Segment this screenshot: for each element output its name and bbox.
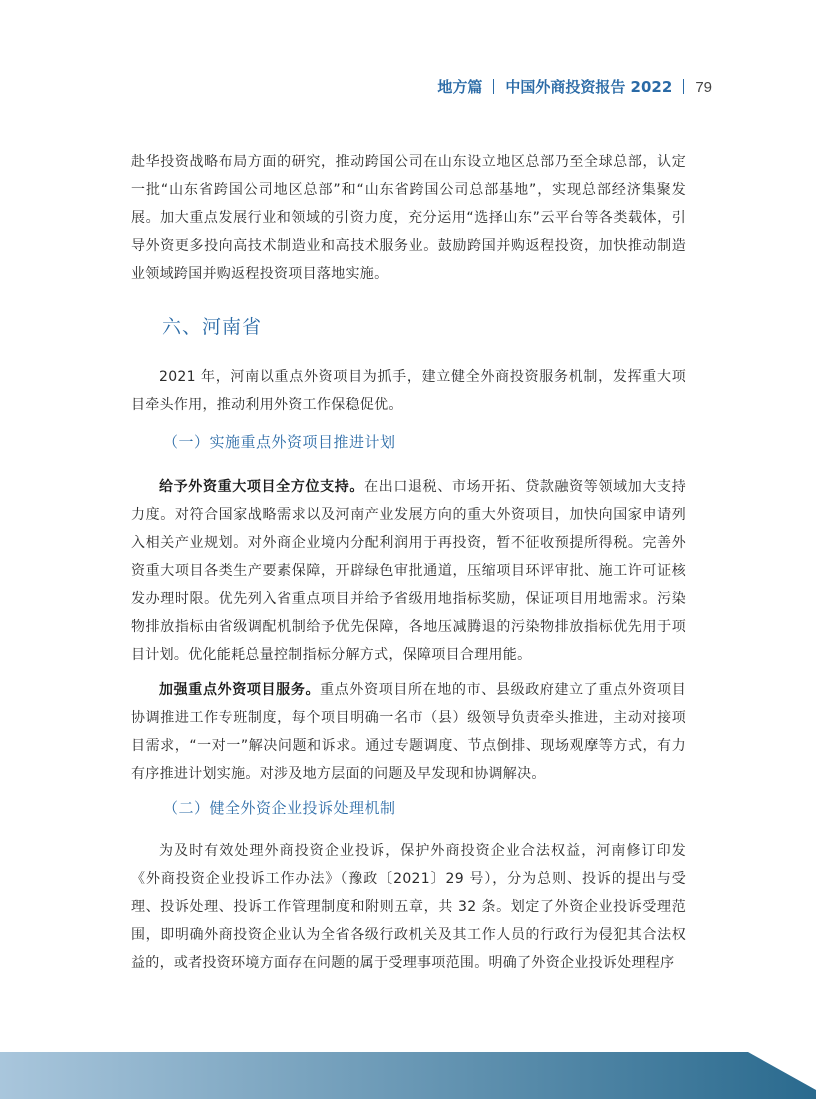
paragraph-body: 在出口退税、市场开拓、贷款融资等领域加大支持力度。对符合国家战略需求以及河南产业发展方向的重大外资项目，加快向国家申请列入相关产业规划。对外商企业境内分配利润用于再投资，暂不征收预提所得税。完善外资重大项目各类生产要素保障，开辟绿色审批通道，压缩项目环评审批、施工许可证核发办理时限。优先列入省重点项目并给予省级用地指标奖励，保证项目用地需求。污染物排放指标由省级调配机制给予优先保障，各地压减腾退的污染物排放指标优先用于项目计划。优化能耗总量控制指标分解方式，保障项目合理用能。 [131,479,686,663]
subsection-2-paragraph-1: 为及时有效处理外商投资企业投诉，保护外商投资企业合法权益，河南修订印发《外商投资企业投诉工作办法》（豫政〔2021〕29 号），分为总则、投诉的提出与受理、投诉处理、投诉工作管理制度和附则五章，共 32 条。划定了外资企业投诉受理范围，即明确外商投资企业认为全省各级行政机关及其工作人员的行政行为侵犯其合法权益的，或者投资环境方面存在问题的属于受理事项范围。明确了外资企业投诉处理程序 [131,843,686,971]
subsection-1-paragraph-2 [131,676,686,788]
page-number: 79 [695,79,712,96]
subsection-2-title: （二）健全外资企业投诉处理机制 [163,799,396,817]
header-divider [493,79,494,94]
header-section: 地方篇 [437,78,483,96]
subsection-1-paragraph-1 [131,473,686,669]
subsection-1-title: （一）实施重点外资项目推进计划 [163,433,396,451]
running-header [437,76,712,99]
footer-decorative-band [0,1052,816,1099]
paragraph-lead: 加强重点外资项目服务。 [159,682,321,698]
section-title: 六、河南省 [162,316,263,338]
header-divider [683,79,684,94]
intro-paragraph: 赴华投资战略布局方面的研究，推动跨国公司在山东设立地区总部乃至全球总部，认定一批“山东省跨国公司地区总部”和“山东省跨国公司总部基地”，实现总部经济集聚发展。加大重点发展行业和领域的引资力度，充分运用“选择山东”云平台等各类载体，引导外资更多投向高技术制造业和高技术服务业。鼓励跨国并购返程投资，加快推动制造业领域跨国并购返程投资项目落地实施。 [131,154,686,282]
paragraph-body: 重点外资项目所在地的市、县级政府建立了重点外资项目协调推进工作专班制度，每个项目明确一名市（县）级领导负责牵头推进，主动对接项目需求，“一对一”解决问题和诉求。通过专题调度、节点倒排、现场观摩等方式，有力有序推进计划实施。对涉及地方层面的问题及早发现和协调解决。 [131,682,686,782]
paragraph-lead: 给予外资重大项目全方位支持。 [159,479,365,495]
section-intro-paragraph: 2021 年，河南以重点外资项目为抓手，建立健全外商投资服务机制，发挥重大项目牵头作用，推动利用外资工作保稳促优。 [131,369,686,413]
header-report-title: 中国外商投资报告 2022 [505,78,673,96]
